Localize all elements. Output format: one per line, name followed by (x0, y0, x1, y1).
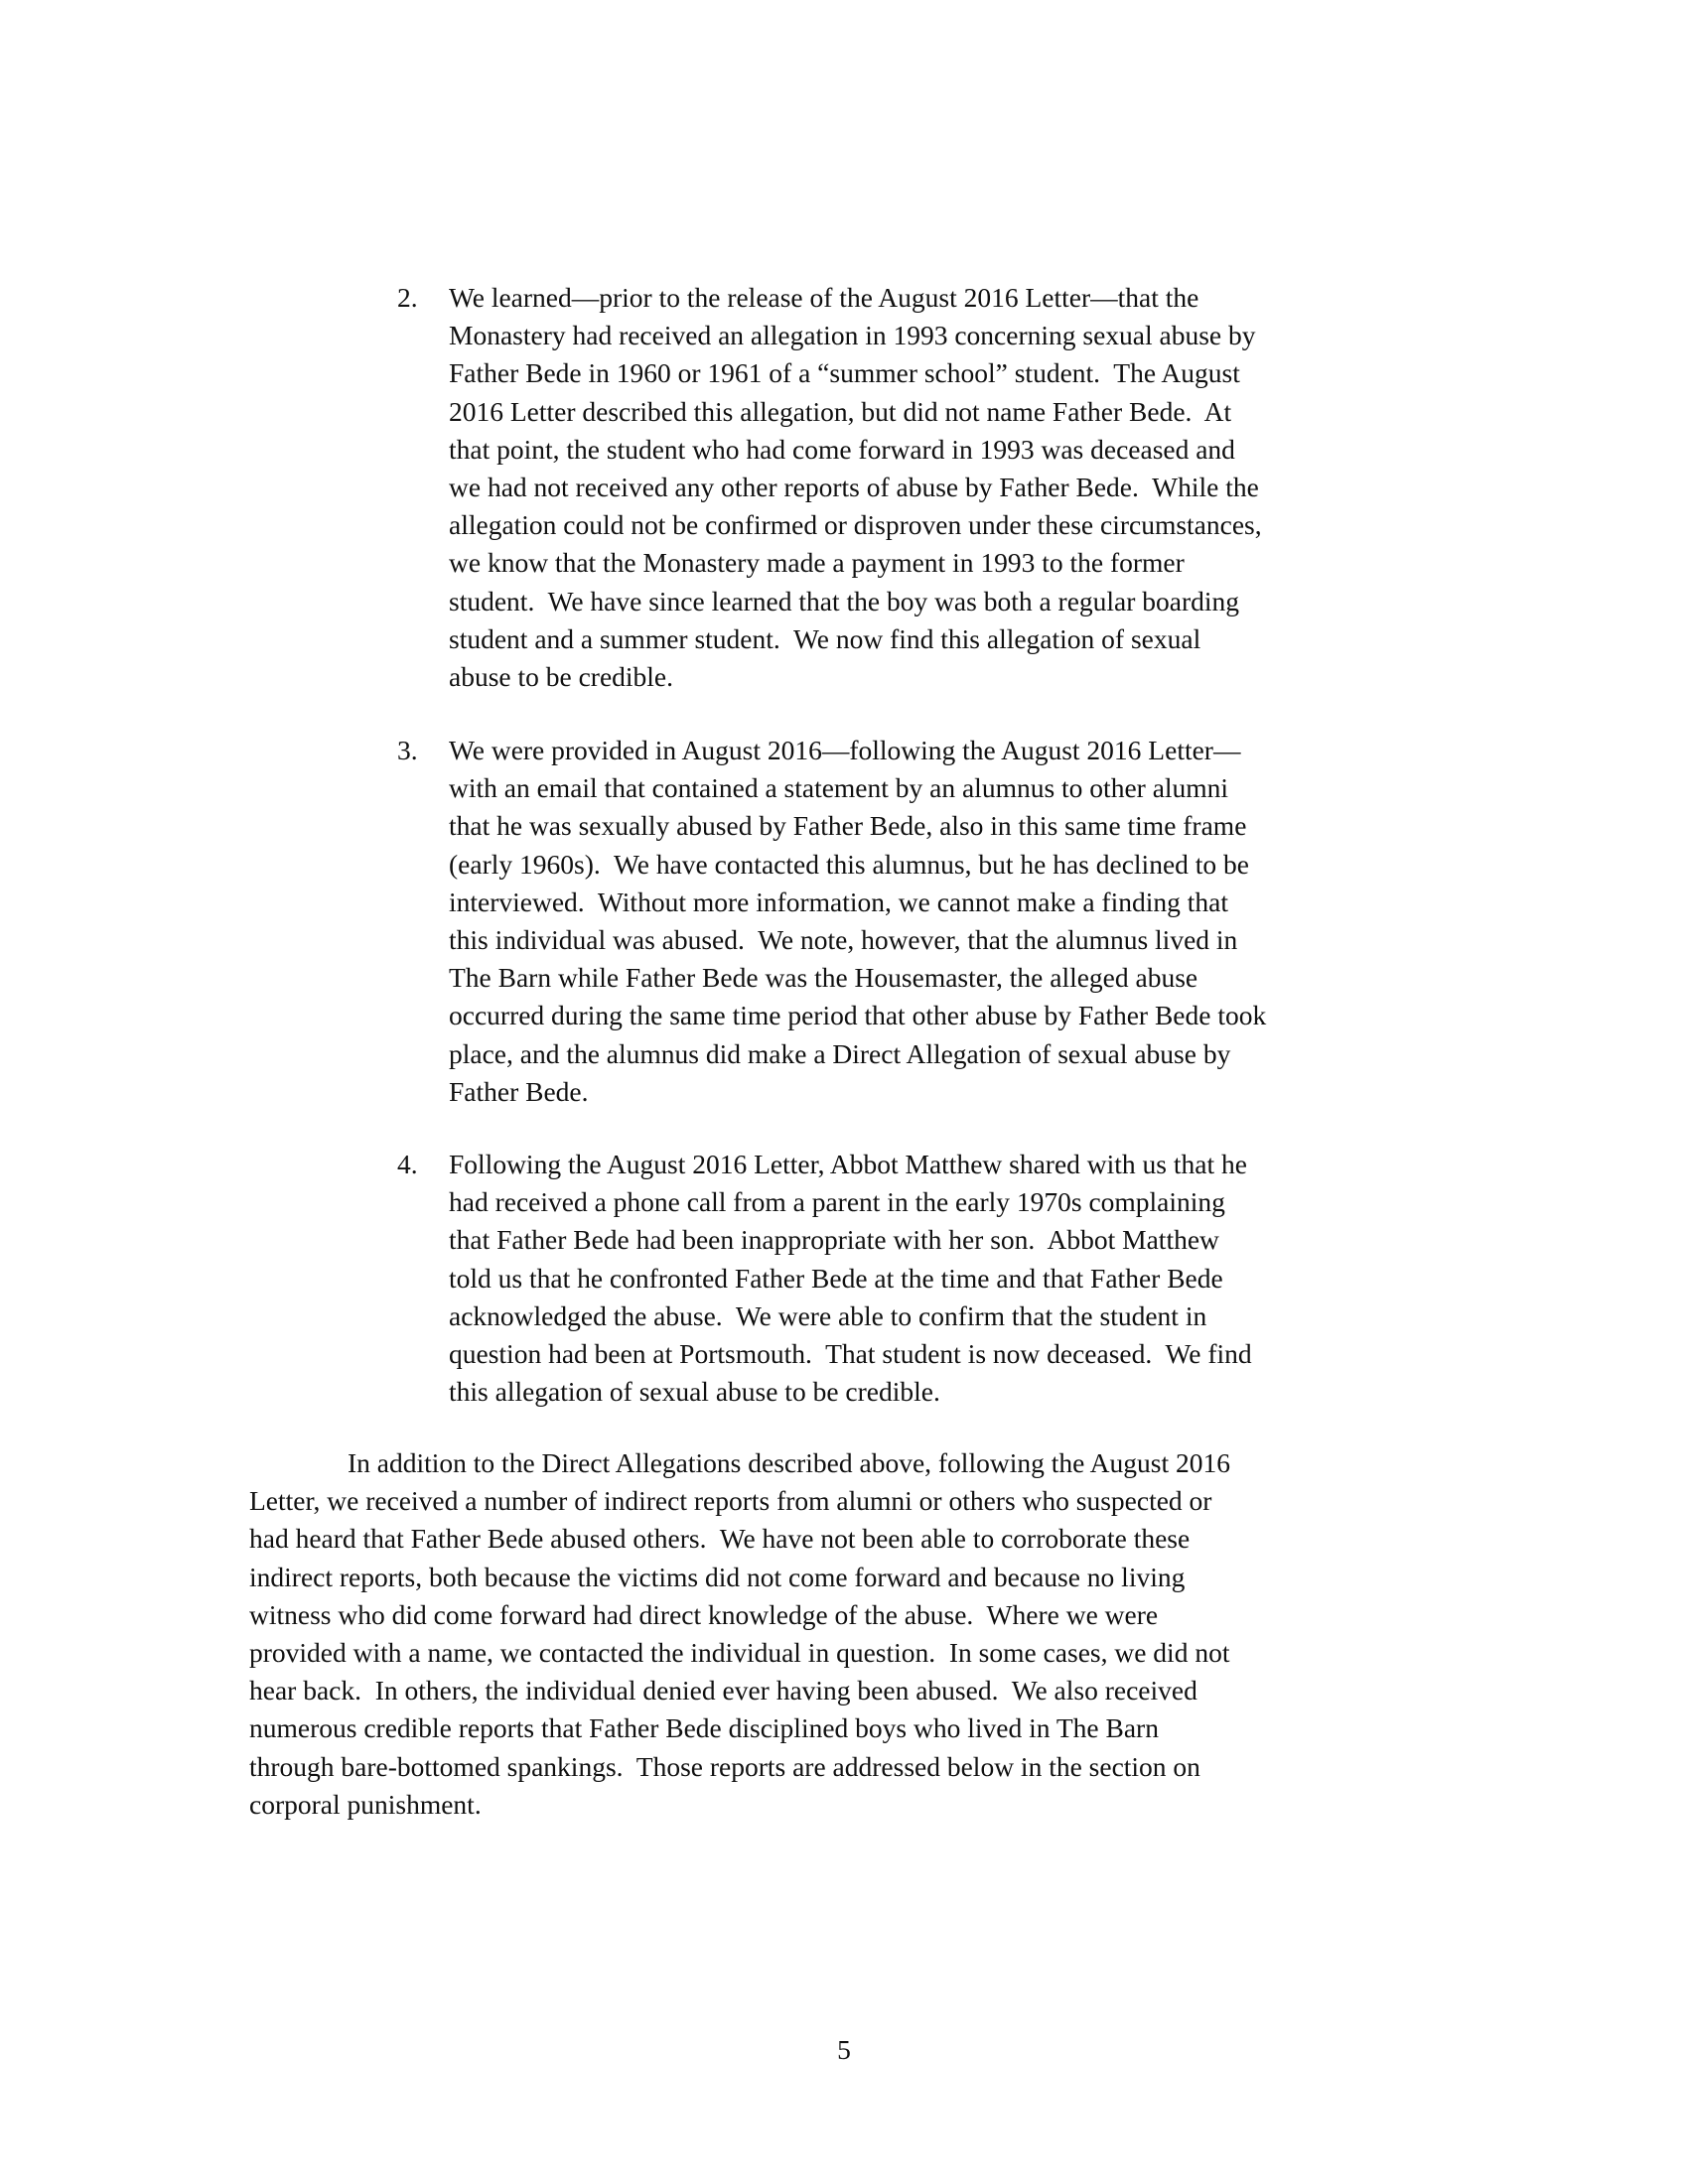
text-line: Monastery had received an allegation in 1993 concerning sexual abuse by (449, 320, 1256, 351)
text-line: student and a summer student. We now find this allegation of sexual (449, 622, 1201, 654)
text-line: We were provided in August 2016—following the August 2016 Letter— (449, 735, 1241, 765)
list-item-text (449, 1146, 1252, 1411)
text-line: hear back. In others, the individual denied ever having been abused. We also received (249, 1675, 1197, 1706)
text-line: acknowledged the abuse. We were able to confirm that the student in (449, 1299, 1207, 1331)
text-line: provided with a name, we contacted the individual in question. In some cases, we did not (249, 1636, 1230, 1668)
text-line: had received a phone call from a parent in the early 1970s complaining (449, 1186, 1225, 1218)
text-line: abuse to be credible. (449, 660, 674, 692)
text-line: corporal punishment. (249, 1788, 482, 1820)
text-line: numerous credible reports that Father Bede disciplined boys who lived in The Barn (249, 1712, 1159, 1744)
text-line: that he was sexually abused by Father Bede, also in this same time frame (449, 810, 1247, 842)
page-number: 5 (837, 2034, 851, 2065)
list-item-number: 2. (397, 282, 418, 313)
text-line: witness who did come forward had direct knowledge of the abuse. Where we were (249, 1598, 1159, 1630)
text-line: Letter, we received a number of indirect reports from alumni or others who suspected or (249, 1485, 1212, 1517)
text-line: place, and the alumnus did make a Direct Allegation of sexual abuse by (449, 1037, 1231, 1069)
body-paragraph (249, 1444, 1230, 1824)
list-item-number: 4. (397, 1149, 418, 1179)
text-line: we had not received any other reports of abuse by Father Bede. While the (449, 471, 1259, 502)
text-line: that point, the student who had come forward in 1993 was deceased and (449, 433, 1235, 465)
text-line: told us that he confronted Father Bede at the time and that Father Bede (449, 1262, 1223, 1294)
list-item-text (449, 732, 1266, 1111)
text-line: occurred during the same time period that other abuse by Father Bede took (449, 1000, 1267, 1031)
text-line: We learned—prior to the release of the August 2016 Letter—that the (449, 282, 1199, 313)
text-line: student. We have since learned that the boy was both a regular boarding (449, 585, 1240, 616)
text-line: Father Bede in 1960 or 1961 of a “summer school” student. The August (449, 357, 1240, 389)
text-line: through bare-bottomed spankings. Those reports are addressed below in the section on (249, 1750, 1200, 1782)
text-line: that Father Bede had been inappropriate with her son. Abbot Matthew (449, 1224, 1219, 1256)
text-line: we know that the Monastery made a payment in 1993 to the former (449, 547, 1185, 579)
list-item-number: 3. (397, 735, 418, 765)
text-line: In addition to the Direct Allegations described above, following the August 2016 (348, 1447, 1230, 1478)
text-line: with an email that contained a statement by an alumnus to other alumni (449, 772, 1229, 804)
text-line: Following the August 2016 Letter, Abbot Matthew shared with us that he (449, 1149, 1247, 1179)
text-line: question had been at Portsmouth. That student is now deceased. We find (449, 1337, 1252, 1369)
text-line: interviewed. Without more information, we cannot make a finding that (449, 886, 1228, 917)
text-line: this allegation of sexual abuse to be credible. (449, 1376, 940, 1408)
text-line: this individual was abused. We note, however, that the alumnus lived in (449, 923, 1238, 955)
text-line: had heard that Father Bede abused others. We have not been able to corroborate these (249, 1523, 1191, 1555)
text-line: 2016 Letter described this allegation, but did not name Father Bede. At (449, 395, 1232, 427)
text-line: Father Bede. (449, 1075, 589, 1107)
list-item-text (449, 279, 1262, 696)
text-line: (early 1960s). We have contacted this alumnus, but he has declined to be (449, 848, 1249, 880)
text-line: The Barn while Father Bede was the Housemaster, the alleged abuse (449, 962, 1198, 994)
text-line: allegation could not be confirmed or disproven under these circumstances, (449, 509, 1262, 541)
text-line: indirect reports, both because the victims did not come forward and because no living (249, 1561, 1186, 1592)
